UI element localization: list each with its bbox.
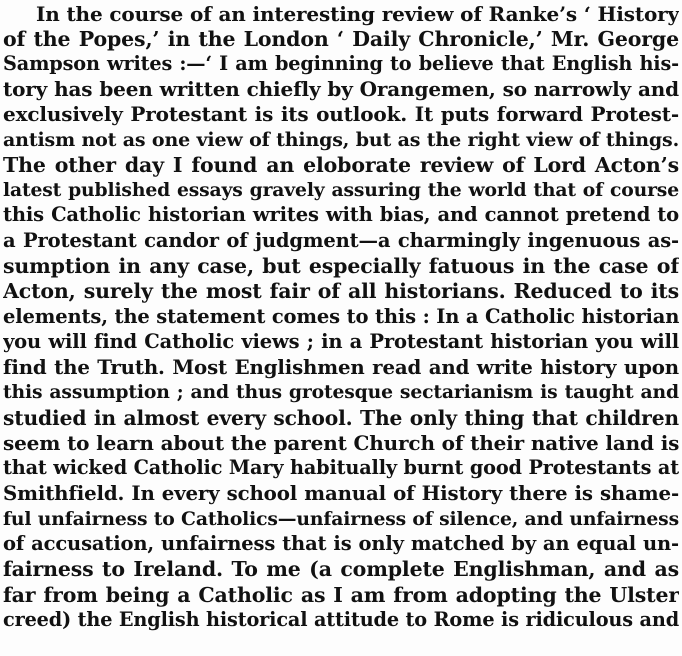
text-line-6: antism not as one view of things, but as the right view of things. xyxy=(3,129,679,151)
text-line-17: studied in almost every school. The only thing that children xyxy=(3,406,679,430)
text-line-13: elements, the statement comes to this : In a Catholic historian xyxy=(3,305,679,328)
text-line-25: creed) the English historical attitude to Rome is ridiculous and xyxy=(3,608,679,631)
text-line-15: find the Truth. Most Englishmen read and write history upon xyxy=(3,355,679,379)
text-line-11: sumption in any case, but especially fatuous in the case of xyxy=(3,254,679,278)
text-line-8: latest published essays gravely assuring the world that of course xyxy=(3,179,679,201)
text-line-19: that wicked Catholic Mary habitually burnt good Protestants at xyxy=(3,456,679,479)
text-line-22: of accusation, unfairness that is only matched by an equal un- xyxy=(3,532,679,555)
text-line-14: you will find Catholic views ; in a Protestant historian you will xyxy=(3,330,679,353)
text-line-23: fairness to Ireland. To me (a complete Englishman, and as xyxy=(3,557,679,581)
text-line-5: exclusively Protestant is its outlook. It puts forward Protest- xyxy=(3,102,679,126)
text-line-18: seem to learn about the parent Church of their native land is xyxy=(3,431,679,455)
text-line-12: Acton, surely the most fair of all historians. Reduced to its xyxy=(3,279,679,303)
text-line-16: this assumption ; and thus grotesque sectarianism is taught and xyxy=(3,381,679,403)
text-line-10: a Protestant candor of judgment—a charmingly ingenuous as- xyxy=(3,229,679,252)
text-line-4: tory has been written chiefly by Orangemen, so narrowly and xyxy=(3,77,679,101)
text-line-1: In the course of an interesting review of Ranke’s ‘ History xyxy=(36,2,679,26)
text-line-21: ful unfairness to Catholics—unfairness of silence, and unfairness xyxy=(3,508,679,530)
text-line-2: of the Popes,’ in the London ‘ Daily Chronicle,’ Mr. George xyxy=(3,27,679,51)
text-line-7: The other day I found an eloborate review of Lord Acton’s xyxy=(3,153,679,177)
text-line-9: this Catholic historian writes with bias, and cannot pretend to xyxy=(3,203,679,226)
text-line-24: far from being a Catholic as I am from adopting the Ulster xyxy=(3,583,679,607)
text-line-20: Smithfield. In every school manual of History there is shame- xyxy=(3,481,679,505)
text-line-3: Sampson writes :—‘ I am beginning to believe that English his- xyxy=(3,52,679,75)
